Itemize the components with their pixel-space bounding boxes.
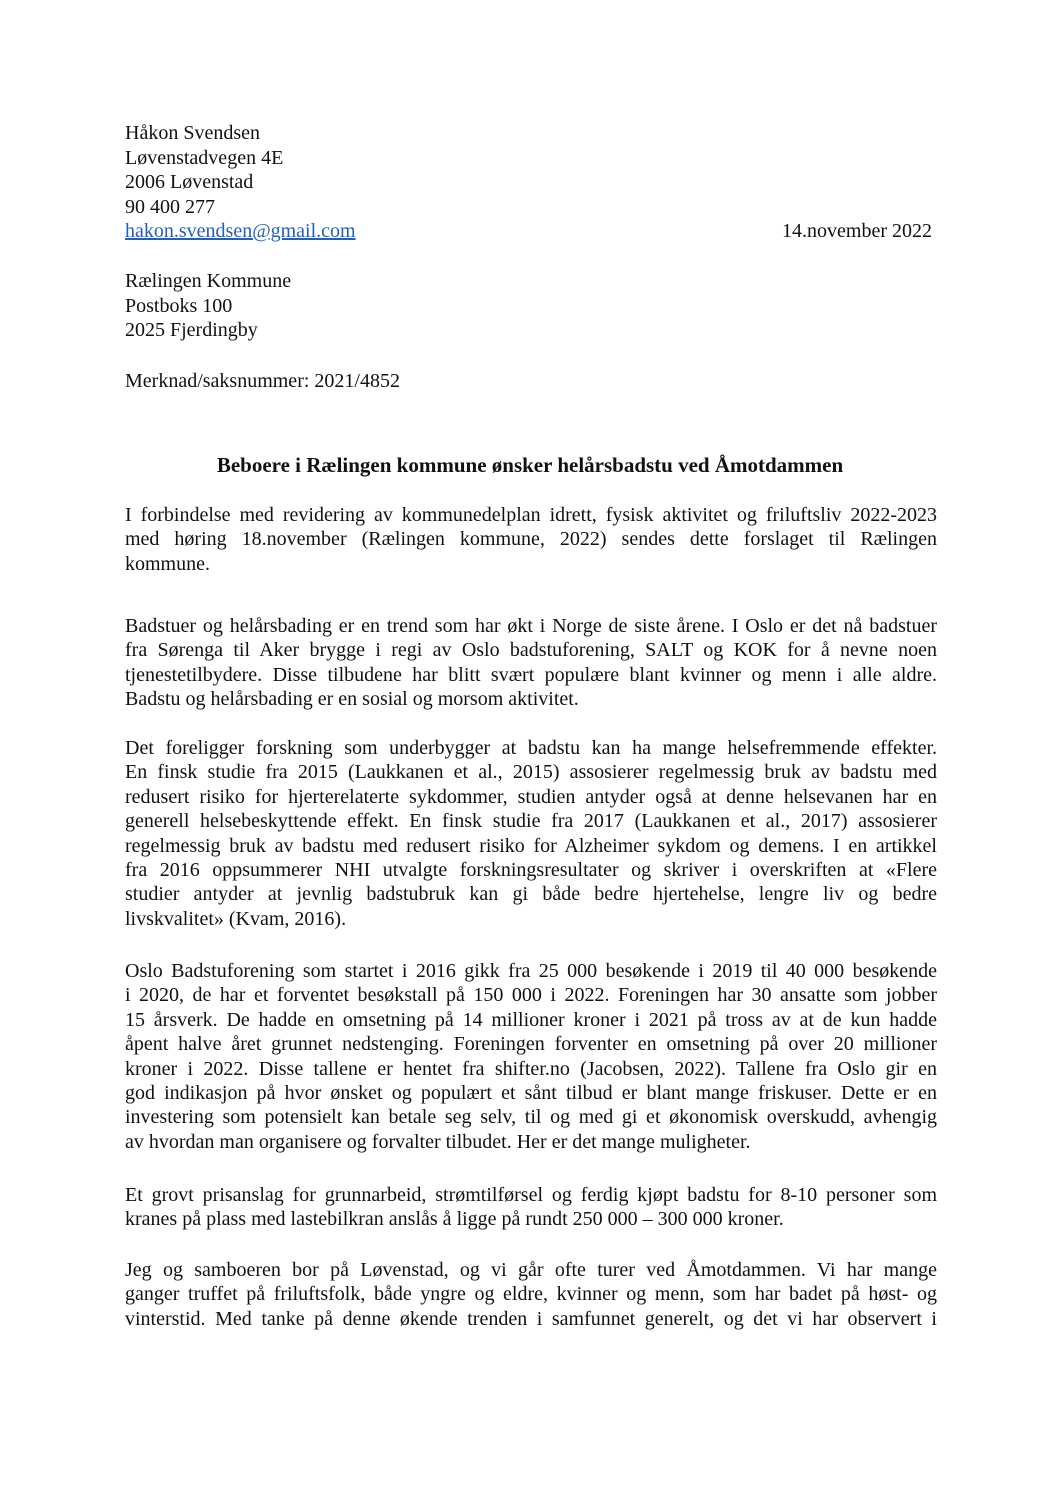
paragraph-line: Oslo Badstuforening som startet i 2016 gikk fra 25 000 besøkende i 2019 til 40 000 besøkende: [125, 960, 937, 982]
paragraph-price: [125, 1183, 937, 1232]
paragraph-line: investering som potensielt kan betale seg selv, til og med gi et økonomisk overskudd, avhengig: [125, 1106, 937, 1129]
paragraph-trend: [125, 614, 937, 712]
paragraph-line: Et grovt prisanslag for grunnarbeid, strømtilførsel og ferdig kjøpt badstu for 8-10 personer som: [125, 1184, 937, 1206]
paragraph-line: redusert risiko for hjerterelaterte sykdommer, studien antyder også at denne helsevanen har en: [125, 785, 937, 808]
paragraph-line: i 2020, de har et forventet besøkstall på 150 000 i 2022. Foreningen har 30 ansatte som jobber: [125, 984, 937, 1007]
paragraph-line: I forbindelse med revidering av kommunedelplan idrett, fysisk aktivitet og friluftsliv 2022-2023: [125, 504, 937, 526]
paragraph-line: En finsk studie fra 2015 (Laukkanen et al., 2015) assosierer regelmessig bruk av badstu med: [125, 761, 937, 784]
paragraph-line: ganger truffet på friluftsfolk, både yngre og eldre, kvinner og menn, som har badet på høst- og: [125, 1283, 937, 1306]
paragraph-line: god indikasjon på hvor ønsket og populært et sånt tilbud er blant mange friskuser. Dette er en: [125, 1081, 937, 1104]
paragraph-line: Det foreligger forskning som underbygger at badstu kan ha mange helsefremmende effekter.: [125, 737, 937, 759]
paragraph-line: fra Sørenga til Aker brygge i regi av Oslo badstuforening, SALT og KOK for å nevne noen: [125, 639, 937, 662]
paragraph-line: regelmessig bruk av badstu med redusert risiko for Alzheimer sykdom og demens. I en artikkel: [125, 834, 937, 857]
paragraph-line: generell helsebeskyttende effekt. En finsk studie fra 2017 (Laukkanen et al., 2017) assosierer: [125, 810, 937, 833]
paragraph-intro: [125, 503, 937, 576]
paragraph-line: livskvalitet» (Kvam, 2016).: [125, 907, 347, 930]
sender-email-link[interactable]: hakon.svendsen@gmail.com: [125, 220, 356, 242]
sender-name: Håkon Svendsen: [125, 122, 260, 144]
sender-phone: 90 400 277: [125, 195, 215, 218]
paragraph-line: studier antyder at jevnlig badstubruk kan gi både bedre hjertehelse, lengre liv og bedre: [125, 883, 937, 906]
reference-number: Merknad/saksnummer: 2021/4852: [125, 370, 400, 392]
paragraph-line: kommune.: [125, 552, 210, 575]
paragraph-line: kroner i 2022. Disse tallene er hentet fra shifter.no (Jacobsen, 2022). Tallene fra Oslo gir en: [125, 1057, 937, 1080]
paragraph-line: av hvordan man organisere og forvalter tilbudet. Her er det mange muligheter.: [125, 1130, 751, 1153]
recipient-name: Rælingen Kommune: [125, 270, 292, 292]
paragraph-line: vinterstid. Med tanke på denne økende trenden i samfunnet generelt, og det vi har observert i: [125, 1307, 937, 1330]
letter-title: Beboere i Rælingen kommune ønsker helårsbadstu ved Åmotdammen: [216, 453, 844, 477]
paragraph-personal: [125, 1258, 937, 1331]
paragraph-oslo: [125, 959, 937, 1154]
sender-postal: 2006 Løvenstad: [125, 171, 254, 193]
sender-street: Løvenstadvegen 4E: [125, 146, 284, 169]
paragraph-line: Badstuer og helårsbading er en trend som har økt i Norge de siste årene. I Oslo er det nå badstuer: [125, 615, 937, 637]
sender-address: [125, 121, 935, 244]
paragraph-research: [125, 736, 937, 931]
sender-email-row: [125, 219, 935, 244]
paragraph-line: kranes på plass med lastebilkran anslås å ligge på rundt 250 000 – 300 000 kroner.: [125, 1208, 784, 1231]
paragraph-line: fra 2016 oppsummerer NHI utvalgte forskningsresultater og skriver i overskriften at «Flere: [125, 858, 937, 881]
recipient-box: Postboks 100: [125, 294, 233, 317]
paragraph-line: Badstu og helårsbading er en sosial og morsom aktivitet.: [125, 688, 579, 711]
paragraph-line: åpent halve året grunnet nedstenging. Foreningen forventer en omsetning på over 20 millioner: [125, 1033, 937, 1056]
paragraph-line: 15 årsverk. De hadde en omsetning på 14 millioner kroner i 2021 på tross av at de kun hadde: [125, 1008, 937, 1031]
paragraph-line: Jeg og samboeren bor på Løvenstad, og vi går ofte turer ved Åmotdammen. Vi har mange: [125, 1259, 937, 1281]
paragraph-line: tjenestetilbydere. Disse tilbudene har blitt svært populære blant kvinner og menn i alle aldre.: [125, 663, 937, 686]
recipient-postal: 2025 Fjerdingby: [125, 319, 258, 341]
paragraph-line: med høring 18.november (Rælingen kommune, 2022) sendes dette forslaget til Rælingen: [125, 528, 937, 551]
recipient-address: [125, 269, 291, 343]
letter-date: 14.november 2022: [782, 220, 932, 242]
